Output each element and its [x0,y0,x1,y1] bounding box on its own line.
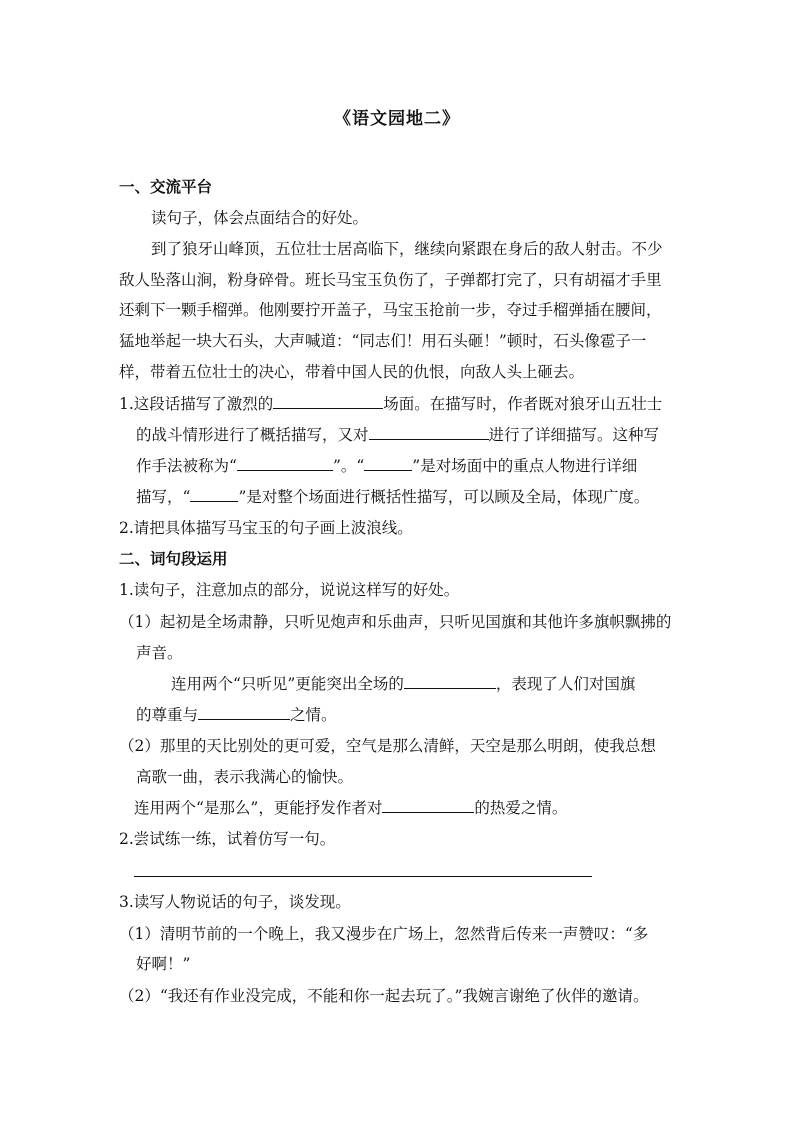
writing-line[interactable] [134,876,592,877]
answer-blank[interactable] [237,456,333,471]
q1-text: 的战斗情形进行了概括描写，又对 [136,426,369,444]
answer-blank[interactable] [404,674,496,689]
answer-text: 的热爱之情。 [474,799,568,817]
passage-line: 样，带着五位壮士的决心，带着中国人民的仇恨，向敌人头上砸去。 [119,363,585,381]
s2-q1-sentence2-cont: 高歌一曲，表示我满心的愉快。 [136,768,354,786]
q1-line-3 [136,456,637,476]
passage-line: 敌人坠落山涧，粉身碎骨。班长马宝玉负伤了，子弹都打完了，只有胡福才手里 [119,271,662,289]
passage-line: 猛地举起一块大石头，大声喊道：“同志们！用石头砸！”顿时，石头像雹子一 [119,332,647,350]
answer-text: ，表现了人们对国旗 [495,675,636,693]
q1-text: 场面。在描写时，作者既对狼牙山五壮士 [383,395,663,413]
s2-q2-text: 2.尝试练一练，试着仿写一句。 [119,830,336,848]
answer-text: 的尊重与 [136,706,199,724]
section2-heading: 二、词句段运用 [119,549,228,568]
s2-q1-answer1-line2 [136,705,337,725]
s2-q1-sentence2: （2）那里的天比别处的更可爱，空气是那么清鲜，天空是那么明朗，使我总想 [119,737,656,755]
section1-instruction: 读句子，体会点面结合的好处。 [151,209,369,227]
q1-text: 1.这段话描写了激烈的 [119,395,274,413]
answer-blank[interactable] [364,456,412,471]
q1-text: ”是对场面中的重点人物进行详细 [412,457,638,475]
answer-blank[interactable] [198,705,290,720]
s2-q3-sentence1: （1）清明节前的一个晚上，我又漫步在广场上，忽然背后传来一声赞叹：“多 [119,925,649,943]
page-title: 《语文园地二》 [334,109,460,129]
s2-q3-prompt: 3.读写人物说话的句子，谈发现。 [119,893,351,911]
q1-text: ”。“ [332,457,365,475]
answer-blank[interactable] [382,798,474,813]
q1-line-1 [119,394,662,414]
q1-line-2 [136,425,659,445]
answer-text: 之情。 [290,706,337,724]
answer-blank[interactable] [190,487,238,502]
section1-heading: 一、交流平台 [119,177,213,196]
q1-text: 作手法被称为“ [136,457,237,475]
s2-q3-sentence2: （2）“我还有作业没完成，不能和你一起去玩了。”我婉言谢绝了伙伴的邀请。 [119,987,649,1005]
q1-text: ”是对整个场面进行概括性描写，可以顾及全局，体现广度。 [238,488,650,506]
s2-q1-sentence1-cont: 声音。 [136,644,183,662]
answer-text: 连用两个“只听见”更能突出全场的 [171,675,404,693]
answer-text: 连用两个“是那么”，更能抒发作者对 [134,799,383,817]
answer-blank[interactable] [273,394,383,409]
s2-q1-sentence1: （1）起初是全场肃静，只听见炮声和乐曲声，只听见国旗和其他许多旗帜飘拂的 [119,613,672,631]
s2-q1-prompt: 1.读句子，注意加点的部分，说说这样写的好处。 [119,581,460,599]
passage-line: 还剩下一颗手榴弹。他刚要拧开盖子，马宝玉抢前一步，夺过手榴弹插在腰间， [119,301,662,319]
s2-q1-answer2 [134,798,567,818]
s2-q1-answer1-line1 [171,674,635,694]
s2-q3-sentence1-cont: 好啊！” [136,955,191,973]
passage-line: 到了狼牙山峰顶，五位壮士居高临下，继续向紧跟在身后的敌人射击。不少 [151,240,663,258]
q2-text: 2.请把具体描写马宝玉的句子画上波浪线。 [119,519,413,537]
q1-text: 描写，“ [136,488,191,506]
answer-blank[interactable] [369,425,489,440]
q1-text: 进行了详细描写。这种写 [488,426,660,444]
q1-line-4 [136,487,649,507]
